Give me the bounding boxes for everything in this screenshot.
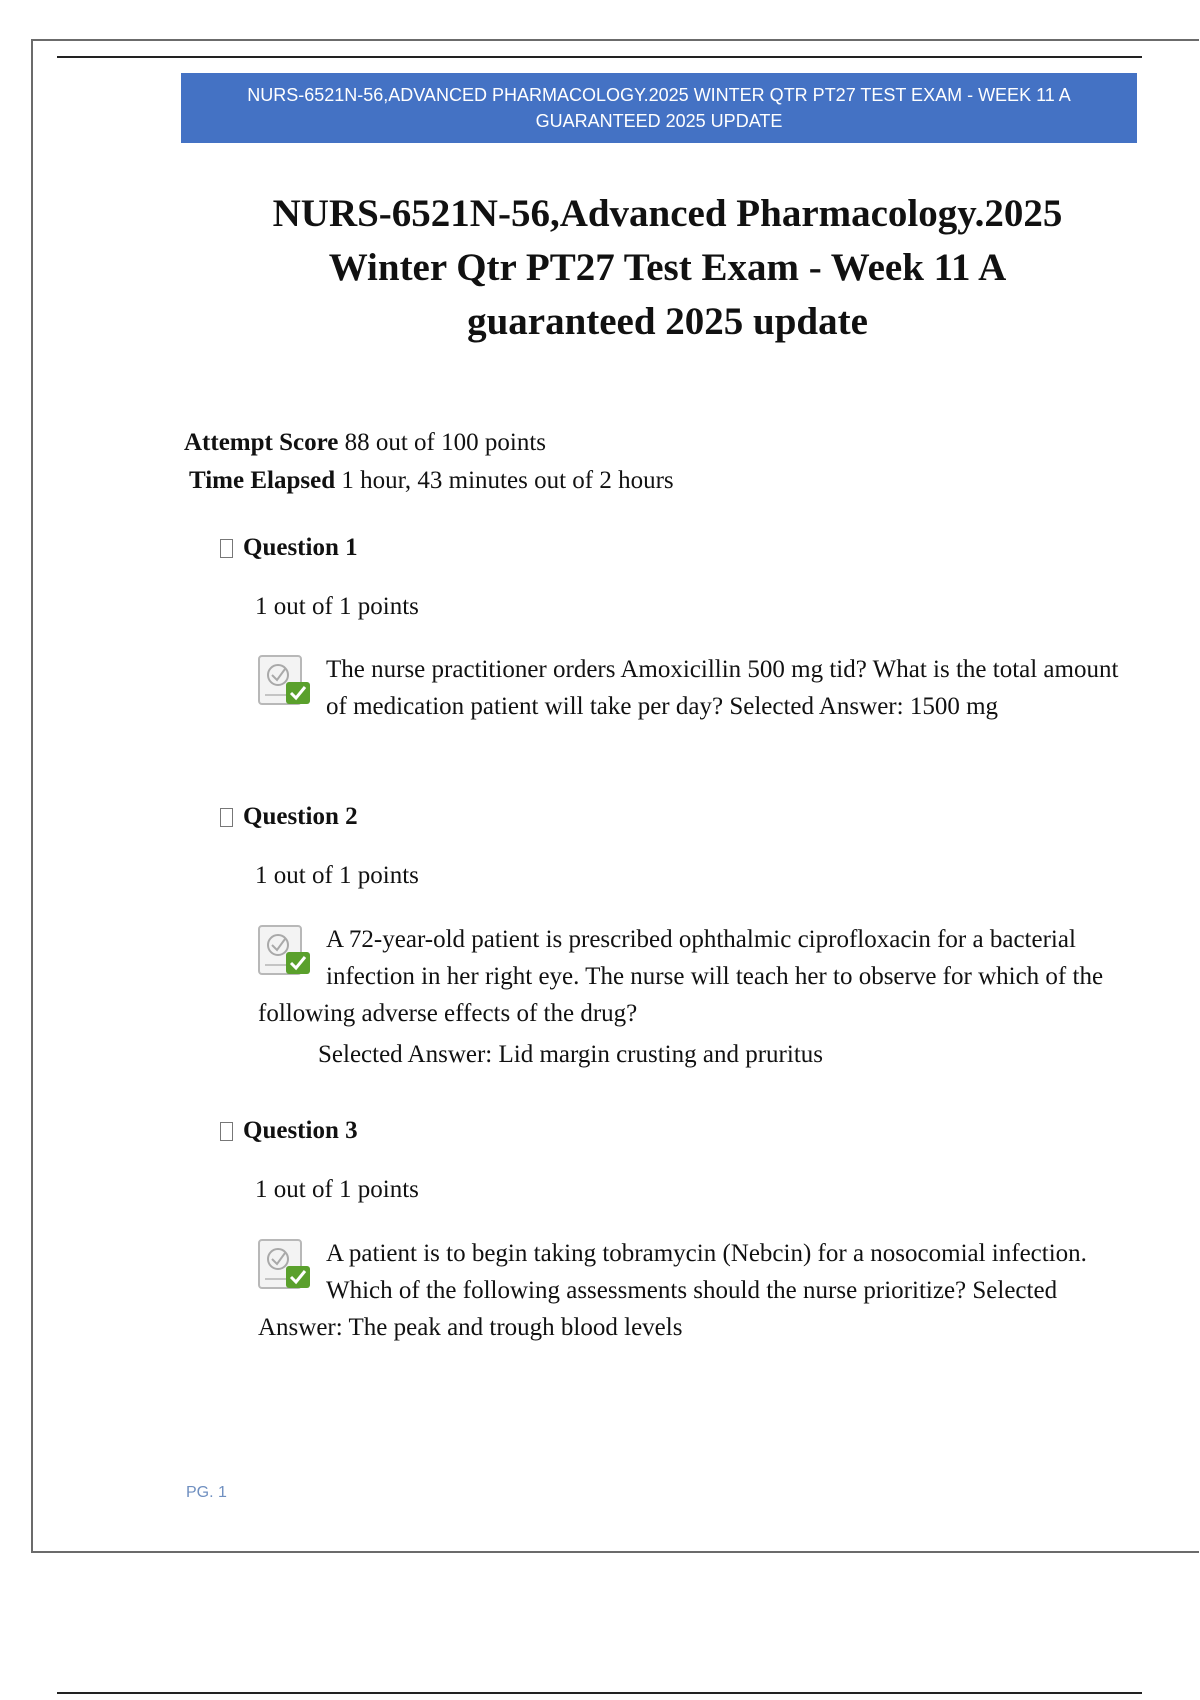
question-2-selected-answer: Selected Answer: Lid margin crusting and pruritus bbox=[318, 1041, 823, 1068]
question-2-points: 1 out of 1 points bbox=[255, 862, 419, 889]
question-1-heading bbox=[220, 532, 358, 564]
title-line-2: Winter Qtr PT27 Test Exam - Week 11 A bbox=[328, 246, 1007, 289]
question-1-points: 1 out of 1 points bbox=[255, 593, 419, 620]
correct-check-icon bbox=[258, 653, 314, 709]
question-3-heading bbox=[220, 1115, 358, 1147]
attempt-score-label: Attempt Score bbox=[184, 429, 339, 456]
question-2-title: Question 2 bbox=[243, 803, 358, 830]
time-elapsed bbox=[189, 465, 674, 497]
question-1-text: The nurse practitioner orders Amoxicillin 500 mg tid? What is the total amount of medication patient will take per day? Selected Answer: 1500 mg bbox=[326, 656, 1119, 720]
question-1-title: Question 1 bbox=[243, 534, 358, 561]
question-1-body bbox=[258, 651, 1128, 725]
question-3-points: 1 out of 1 points bbox=[255, 1176, 419, 1203]
header-banner-text: NURS-6521N-56,ADVANCED PHARMACOLOGY.2025 WINTER QTR PT27 TEST EXAM - WEEK 11 A GUARANTEED 2025 UPDATE bbox=[247, 85, 1071, 131]
question-bullet-icon bbox=[220, 1122, 233, 1141]
title-line-3: guaranteed 2025 update bbox=[467, 300, 868, 343]
page-number: PG. 1 bbox=[186, 1484, 227, 1501]
title-line-1: NURS-6521N-56,Advanced Pharmacology.2025 bbox=[272, 192, 1063, 235]
question-2-text: A 72-year-old patient is prescribed ophthalmic ciprofloxacin for a bacterial infection in her right eye. The nurse will teach her to observe for which of the following adverse effects of the drug? bbox=[258, 926, 1104, 1027]
bottom-rule bbox=[57, 1692, 1142, 1694]
question-2-heading bbox=[220, 801, 358, 833]
question-3-title: Question 3 bbox=[243, 1117, 358, 1144]
correct-check-icon bbox=[258, 1237, 314, 1293]
correct-check-icon bbox=[258, 923, 314, 979]
question-bullet-icon bbox=[220, 539, 233, 558]
question-3-text: A patient is to begin taking tobramycin (Nebcin) for a nosocomial infection. Which of the following assessments should the nurse prioritize? Selected Answer: The peak and trough blood levels bbox=[258, 1240, 1087, 1341]
time-elapsed-value: 1 hour, 43 minutes out of 2 hours bbox=[341, 467, 674, 494]
question-2-body bbox=[258, 921, 1128, 1073]
header-banner bbox=[181, 73, 1137, 143]
document-title bbox=[210, 187, 1125, 349]
attempt-score bbox=[184, 427, 546, 459]
question-bullet-icon bbox=[220, 808, 233, 827]
top-rule bbox=[57, 56, 1142, 58]
time-elapsed-label: Time Elapsed bbox=[189, 467, 336, 494]
attempt-score-value: 88 out of 100 points bbox=[344, 429, 547, 456]
question-3-body bbox=[258, 1235, 1128, 1346]
